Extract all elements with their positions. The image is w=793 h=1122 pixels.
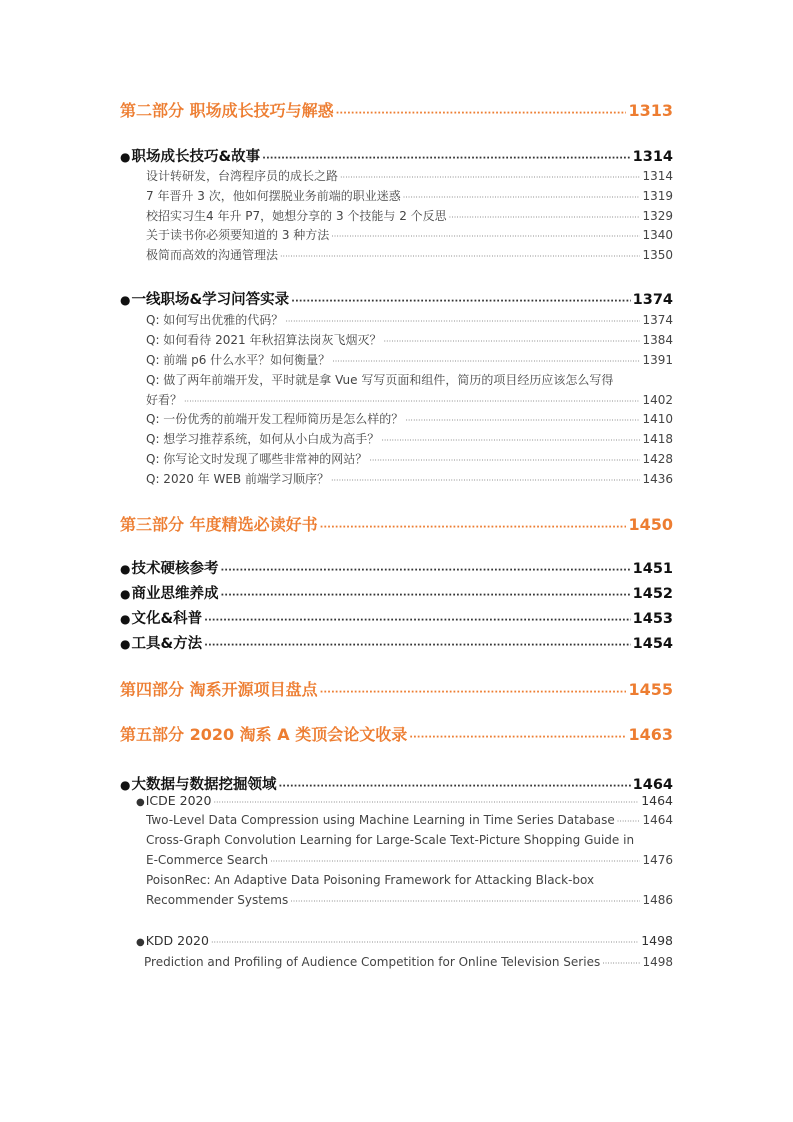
page-number: 1436 [642, 472, 673, 486]
page-number: 1319 [642, 189, 673, 203]
toc-item[interactable] [146, 311, 673, 329]
page-number: 1464 [632, 777, 673, 793]
dot-leader [383, 337, 640, 346]
toc-item-line1[interactable]: PoisonRec: An Adaptive Data Poisoning Framework for Attacking Black-box [146, 873, 595, 887]
part-title: 第二部分 职场成长技巧与解惑 [120, 101, 334, 120]
item-title: 7 年晋升 3 次，他如何摆脱业务前端的职业迷惑 [146, 189, 401, 203]
dot-leader [340, 173, 640, 182]
item-title: Q: 你写论文时发现了哪些非常神的网站？ [146, 452, 368, 466]
dot-leader [405, 416, 640, 425]
item-title: E-Commerce Search [146, 853, 269, 867]
dot-leader [332, 357, 640, 366]
toc-part-4[interactable] [120, 677, 673, 699]
toc-section-biz[interactable] [120, 582, 673, 602]
page-number: 1476 [642, 853, 673, 867]
toc-item[interactable] [146, 893, 673, 911]
toc-item[interactable] [146, 430, 673, 448]
dot-leader [320, 687, 627, 698]
toc-part-3[interactable] [120, 512, 673, 534]
page-number: 1452 [632, 586, 673, 602]
dot-leader [449, 213, 641, 222]
dot-leader [291, 296, 631, 307]
toc-item[interactable] [146, 207, 673, 225]
page-number: 1350 [642, 248, 673, 262]
item-title: Q: 如何看待 2021 年秋招算法岗灰飞烟灭？ [146, 333, 382, 347]
dot-leader [331, 476, 640, 485]
item-title: Q: 一份优秀的前端开发工程师简历是怎么样的？ [146, 412, 404, 426]
dot-leader [220, 565, 630, 576]
dot-leader [184, 397, 640, 406]
page-number: 1486 [642, 893, 673, 907]
page-number: 1454 [632, 636, 673, 652]
toc-section-career[interactable] [120, 145, 673, 165]
page-number: 1498 [641, 933, 673, 948]
toc-item[interactable] [146, 391, 673, 409]
toc-item[interactable] [146, 187, 673, 205]
page-number: 1418 [642, 432, 673, 446]
page-number: 1314 [642, 169, 673, 183]
page-number: 1428 [642, 452, 673, 466]
dot-leader [211, 938, 639, 947]
item-title: Q: 想学习推荐系统，如何从小白成为高手？ [146, 432, 380, 446]
page-number: 1455 [628, 680, 673, 699]
item-title: Recommender Systems [146, 893, 289, 907]
dot-leader [285, 317, 640, 326]
toc-item[interactable] [146, 450, 673, 468]
page-number: 1410 [642, 412, 673, 426]
page-number: 1384 [642, 333, 673, 347]
toc-item[interactable] [146, 351, 673, 369]
item-title: 校招实习生4 年升 P7，她想分享的 3 个技能与 2 个反思 [146, 209, 447, 223]
toc-item[interactable] [144, 955, 673, 973]
page-number: 1340 [642, 228, 673, 242]
toc-item[interactable] [146, 246, 673, 264]
part-title: 第四部分 淘系开源项目盘点 [120, 680, 318, 699]
item-title: Two-Level Data Compression using Machine Learning in Time Series Database [146, 813, 615, 827]
page-number: 1498 [642, 955, 673, 969]
dot-leader [204, 640, 631, 651]
page-number: 1374 [642, 313, 673, 327]
page-number: 1451 [632, 561, 673, 577]
section-title: ● 职场成长技巧&故事 [120, 145, 260, 165]
dot-leader [409, 732, 626, 743]
dot-leader [290, 897, 640, 906]
page-number: 1391 [642, 353, 673, 367]
page-number: 1329 [642, 209, 673, 223]
page-number: 1464 [641, 793, 673, 808]
page-number: 1463 [628, 725, 673, 744]
toc-item[interactable] [146, 813, 673, 831]
item-title: 关于读书你必须要知道的 3 种方法 [146, 228, 330, 242]
dot-leader [262, 153, 631, 164]
dot-leader [602, 959, 640, 968]
toc-item[interactable] [146, 853, 673, 871]
toc-part-2[interactable] [120, 98, 673, 120]
toc-sub-kdd[interactable] [136, 933, 673, 951]
item-title: 设计转研发，台湾程序员的成长之路 [146, 169, 339, 183]
toc-item[interactable] [146, 410, 673, 428]
toc-item[interactable] [146, 226, 673, 244]
toc-section-qa[interactable] [120, 288, 673, 308]
dot-leader [213, 798, 639, 807]
dot-leader [220, 590, 630, 601]
section-title: ● 技术硬核参考 [120, 557, 218, 577]
section-title: ● 商业思维养成 [120, 582, 218, 602]
section-title: ● 文化&科普 [120, 607, 202, 627]
section-title: ● 大数据与数据挖掘领域 [120, 773, 276, 793]
toc-section-culture[interactable] [120, 607, 673, 627]
toc-item[interactable] [146, 331, 673, 349]
page-number: 1450 [628, 515, 673, 534]
section-title: ● 一线职场&学习问答实录 [120, 288, 289, 308]
page-number: 1314 [632, 149, 673, 165]
toc-part-5[interactable] [120, 722, 673, 744]
toc-item[interactable] [146, 470, 673, 488]
toc-item-line1[interactable]: Q: 做了两年前端开发，平时就是拿 Vue 写写页面和组件，简历的项目经历应该怎么写得 [146, 373, 614, 387]
item-title: Q: 前端 p6 什么水平？如何衡量？ [146, 353, 331, 367]
dot-leader [280, 252, 640, 261]
toc-section-tech[interactable] [120, 557, 673, 577]
dot-leader [320, 522, 627, 533]
toc-section-tools[interactable] [120, 632, 673, 652]
item-title: Prediction and Profiling of Audience Competition for Online Television Series [144, 955, 601, 969]
part-title: 第三部分 年度精选必读好书 [120, 515, 318, 534]
sub-title: ● KDD 2020 [136, 933, 209, 948]
toc-sub-icde[interactable] [136, 793, 673, 811]
dot-leader [336, 108, 627, 119]
dot-leader [381, 436, 640, 445]
dot-leader [204, 615, 631, 626]
toc-item[interactable] [146, 167, 673, 185]
part-title: 第五部分 2020 淘系 A 类顶会论文收录 [120, 725, 408, 744]
item-title: 极简而高效的沟通管理法 [146, 248, 279, 262]
item-title: 好看？ [146, 393, 183, 407]
page-number: 1374 [632, 292, 673, 308]
dot-leader [617, 817, 641, 826]
section-title: ● 工具&方法 [120, 632, 202, 652]
item-title: Q: 如何写出优雅的代码？ [146, 313, 284, 327]
page-number: 1313 [628, 101, 673, 120]
page-number: 1402 [642, 393, 673, 407]
toc-item-line1[interactable]: Cross-Graph Convolution Learning for Large-Scale Text-Picture Shopping Guide in [146, 833, 635, 847]
toc-section-bigdata[interactable] [120, 773, 673, 793]
dot-leader [403, 193, 641, 202]
dot-leader [369, 456, 640, 465]
item-title: Q: 2020 年 WEB 前端学习顺序？ [146, 472, 329, 486]
page-number: 1464 [642, 813, 673, 827]
dot-leader [331, 232, 640, 241]
dot-leader [278, 781, 630, 792]
dot-leader [270, 857, 640, 866]
sub-title: ● ICDE 2020 [136, 793, 211, 808]
page-number: 1453 [632, 611, 673, 627]
